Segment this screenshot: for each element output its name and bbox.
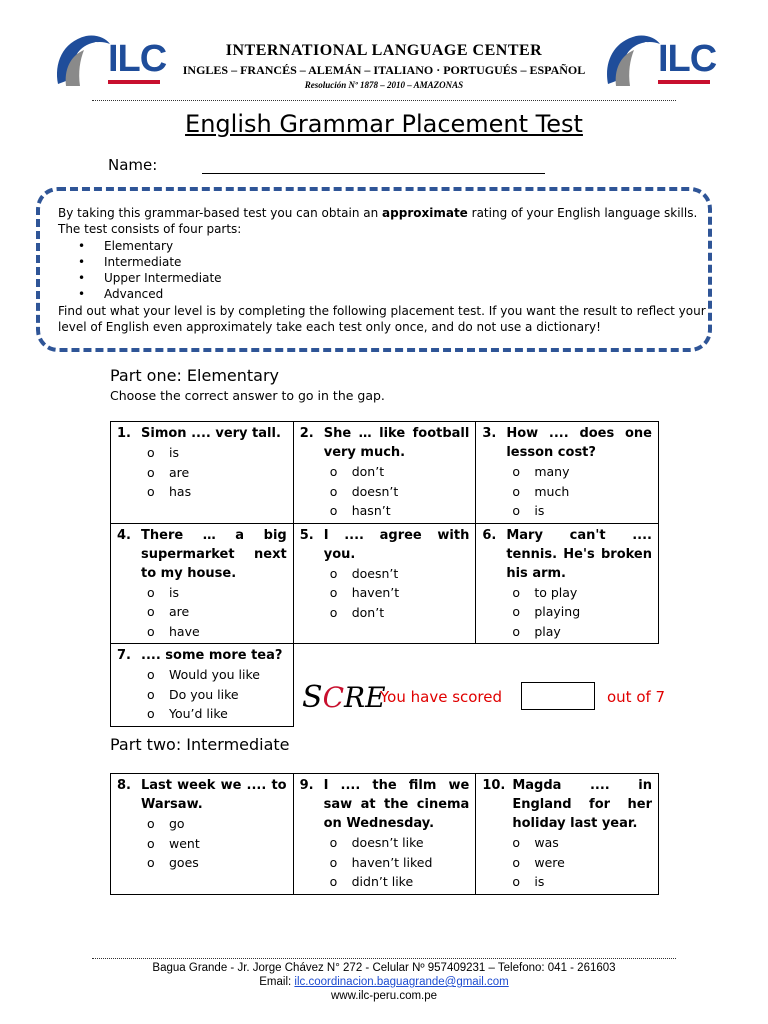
answer-option[interactable] <box>512 602 652 622</box>
option-label: many <box>534 464 570 479</box>
question-3 <box>476 422 659 524</box>
answer-option[interactable] <box>330 501 470 521</box>
answer-option[interactable] <box>330 583 470 603</box>
option-label: hasn’t <box>351 503 391 518</box>
table-row <box>111 523 659 644</box>
question-number: 10. <box>482 778 506 793</box>
question-text: Simon .... very tall. <box>141 426 281 441</box>
question-number: 8. <box>117 778 131 793</box>
answer-option[interactable] <box>147 622 287 642</box>
parts-list <box>58 238 708 303</box>
question-number: 2. <box>299 426 314 441</box>
radio-circle-icon: o <box>147 686 155 702</box>
radio-circle-icon: o <box>329 483 338 499</box>
part-one-instruction: Choose the correct answer to go in the gap. <box>110 388 385 403</box>
school-name: INTERNATIONAL LANGUAGE CENTER <box>225 42 543 59</box>
intro-line-1 <box>58 205 708 221</box>
radio-circle-icon: o <box>147 706 155 721</box>
radio-circle-icon: o <box>147 464 155 480</box>
answer-option[interactable] <box>512 583 652 603</box>
option-label: went <box>169 835 200 851</box>
radio-circle-icon: o <box>329 854 338 870</box>
radio-circle-icon: o <box>329 585 338 600</box>
question-8 <box>111 774 294 895</box>
question-number: 9. <box>299 778 314 793</box>
radio-circle-icon: o <box>329 565 338 581</box>
score-logo-s: S <box>302 680 323 715</box>
answer-option[interactable] <box>147 463 287 483</box>
answer-option[interactable] <box>147 834 287 854</box>
answer-option[interactable] <box>147 704 287 724</box>
score-input[interactable] <box>521 682 595 710</box>
question-9 <box>293 774 476 895</box>
page-title: English Grammar Placement Test <box>185 110 583 138</box>
answer-option[interactable] <box>512 853 652 873</box>
option-label: Would you like <box>169 667 260 682</box>
part-one-title: Part one: Elementary <box>110 366 280 385</box>
radio-circle-icon: o <box>512 604 520 619</box>
radio-circle-icon: o <box>147 584 155 600</box>
part-two-table <box>110 773 659 895</box>
option-label: have <box>169 623 200 639</box>
score-out-of: out of 7 <box>607 688 666 706</box>
answer-option[interactable] <box>330 462 470 482</box>
logo-text: ILC <box>108 38 167 80</box>
radio-circle-icon: o <box>329 874 338 889</box>
answer-option[interactable] <box>147 853 287 873</box>
option-label: don’t <box>351 464 385 479</box>
header-divider <box>92 100 676 101</box>
radio-circle-icon: o <box>512 483 520 499</box>
radio-circle-icon: o <box>147 835 155 851</box>
table-row <box>111 774 659 895</box>
radio-circle-icon: o <box>329 835 338 850</box>
answer-option[interactable] <box>512 462 652 482</box>
intro-text-pre: By taking this grammar-based test you can obtain an <box>58 206 383 220</box>
option-label: much <box>534 483 570 499</box>
question-number: 6. <box>482 527 497 543</box>
footer-website[interactable]: www.ilc-peru.com.pe <box>330 990 438 1002</box>
table-row <box>111 422 659 524</box>
radio-circle-icon: o <box>329 604 338 620</box>
radio-circle-icon: o <box>329 503 338 518</box>
option-label: was <box>534 835 559 850</box>
email-link[interactable]: ilc.coordinacion.baguagrande@gmail.com <box>294 976 509 988</box>
question-text: I .... agree with you. <box>323 527 470 562</box>
option-label: haven’t <box>351 585 400 600</box>
option-label: is <box>169 445 179 460</box>
question-4 <box>111 523 294 644</box>
question-number: 4. <box>117 527 131 543</box>
option-label: to play <box>534 584 578 600</box>
question-text: .... some more tea? <box>141 648 283 663</box>
answer-option[interactable] <box>330 482 470 502</box>
option-label: don’t <box>351 604 385 620</box>
answer-option[interactable] <box>330 564 470 584</box>
question-number: 1. <box>117 426 131 441</box>
radio-circle-icon: o <box>512 874 520 889</box>
question-number: 7. <box>117 648 131 663</box>
intro-text-bold: approximate <box>382 206 468 220</box>
option-label: are <box>169 604 190 619</box>
question-text: How .... does one lesson cost? <box>506 426 652 460</box>
radio-circle-icon: o <box>512 464 520 479</box>
intro-line-2: The test consists of four parts: <box>58 222 242 237</box>
option-label: doesn’t like <box>351 835 424 850</box>
option-label: Do you like <box>169 686 239 702</box>
answer-option[interactable] <box>330 603 470 623</box>
question-text: She … like football very much. <box>323 426 470 460</box>
radio-circle-icon: o <box>147 855 155 870</box>
answer-option[interactable] <box>512 501 652 521</box>
intro-text-post: rating of your English language skills. <box>467 206 698 220</box>
logo-text: ILC <box>658 38 717 80</box>
option-label: has <box>169 484 192 499</box>
list-item: • Advanced <box>104 286 708 302</box>
email-label: Email: <box>259 976 295 988</box>
radio-circle-icon: o <box>512 854 520 870</box>
question-text: I .... the film we saw at the cinema on Wednesday. <box>323 778 470 831</box>
list-item: • Intermediate <box>104 254 708 270</box>
option-label: go <box>169 816 185 831</box>
radio-circle-icon: o <box>147 623 155 639</box>
answer-option[interactable] <box>147 685 287 705</box>
radio-circle-icon: o <box>329 464 338 479</box>
answer-option[interactable] <box>512 482 652 502</box>
radio-circle-icon: o <box>147 604 155 619</box>
score-logo-c: C <box>322 681 344 714</box>
answer-option[interactable] <box>147 443 287 463</box>
footer-address: Bagua Grande - Jr. Jorge Chávez N° 272 - Celular Nº 957409231 – Telefono: 041 - 261603 <box>152 962 616 974</box>
option-label: is <box>534 503 545 518</box>
option-label: doesn’t <box>351 483 399 499</box>
name-field[interactable] <box>202 173 545 174</box>
languages-line: INGLES – FRANCÉS – ALEMÁN – ITALIANO · PORTUGUÉS – ESPAÑOL <box>182 63 586 77</box>
question-text: Magda .... in England for her holiday last year. <box>512 778 652 831</box>
name-label: Name: <box>108 156 158 174</box>
option-label: haven’t liked <box>351 854 433 870</box>
answer-option[interactable] <box>147 482 287 502</box>
radio-circle-icon: o <box>147 445 155 460</box>
list-item: • Upper Intermediate <box>104 270 708 286</box>
question-text: Mary can't .... tennis. He's broken his arm. <box>506 527 652 581</box>
answer-option[interactable] <box>330 872 470 892</box>
option-label: is <box>534 874 545 889</box>
radio-circle-icon: o <box>512 835 520 850</box>
question-number: 3. <box>482 426 497 441</box>
footer-divider <box>92 958 676 959</box>
answer-option[interactable] <box>512 833 652 853</box>
answer-option[interactable] <box>147 583 287 603</box>
question-1 <box>111 422 294 524</box>
radio-circle-icon: o <box>512 503 520 518</box>
answer-option[interactable] <box>512 622 652 642</box>
option-label: didn’t like <box>351 874 414 889</box>
answer-option[interactable] <box>147 665 287 685</box>
option-label: goes <box>169 855 199 870</box>
option-label: is <box>169 584 179 600</box>
score-logo <box>302 680 386 715</box>
question-6 <box>476 523 659 644</box>
intro-text <box>58 205 708 335</box>
option-label: are <box>169 464 190 480</box>
radio-circle-icon: o <box>147 816 155 831</box>
score-logo-rest: RE <box>344 681 386 714</box>
intro-closing: Find out what your level is by completing the following placement test. If you want the result to reflect your level of English even approximately take each test only once, and do not use a dictionary! <box>58 303 706 335</box>
resolution-line: Resolución Nº 1878 – 2010 – AMAZONAS <box>304 80 464 90</box>
score-label: You have scored <box>380 688 503 706</box>
question-2 <box>293 422 476 524</box>
answer-option[interactable] <box>330 833 470 853</box>
answer-option[interactable] <box>330 853 470 873</box>
radio-circle-icon: o <box>147 667 155 682</box>
option-label: playing <box>534 604 581 619</box>
radio-circle-icon: o <box>512 623 520 639</box>
question-5 <box>293 523 476 644</box>
footer-email-line <box>0 976 768 988</box>
answer-option[interactable] <box>512 872 652 892</box>
part-two-title: Part two: Intermediate <box>110 735 290 754</box>
radio-circle-icon: o <box>147 484 155 499</box>
question-text: There … a big supermarket next to my house. <box>141 527 287 581</box>
option-label: were <box>534 854 565 870</box>
list-item: • Elementary <box>104 238 708 254</box>
option-label: play <box>534 623 561 639</box>
answer-option[interactable] <box>147 814 287 834</box>
question-7 <box>111 644 294 727</box>
option-label: doesn’t <box>351 565 399 581</box>
answer-option[interactable] <box>147 602 287 622</box>
option-label: You’d like <box>169 706 228 721</box>
question-10 <box>476 774 659 895</box>
question-text: Last week we .... to Warsaw. <box>141 778 287 812</box>
question-number: 5. <box>299 527 314 543</box>
radio-circle-icon: o <box>512 584 520 600</box>
